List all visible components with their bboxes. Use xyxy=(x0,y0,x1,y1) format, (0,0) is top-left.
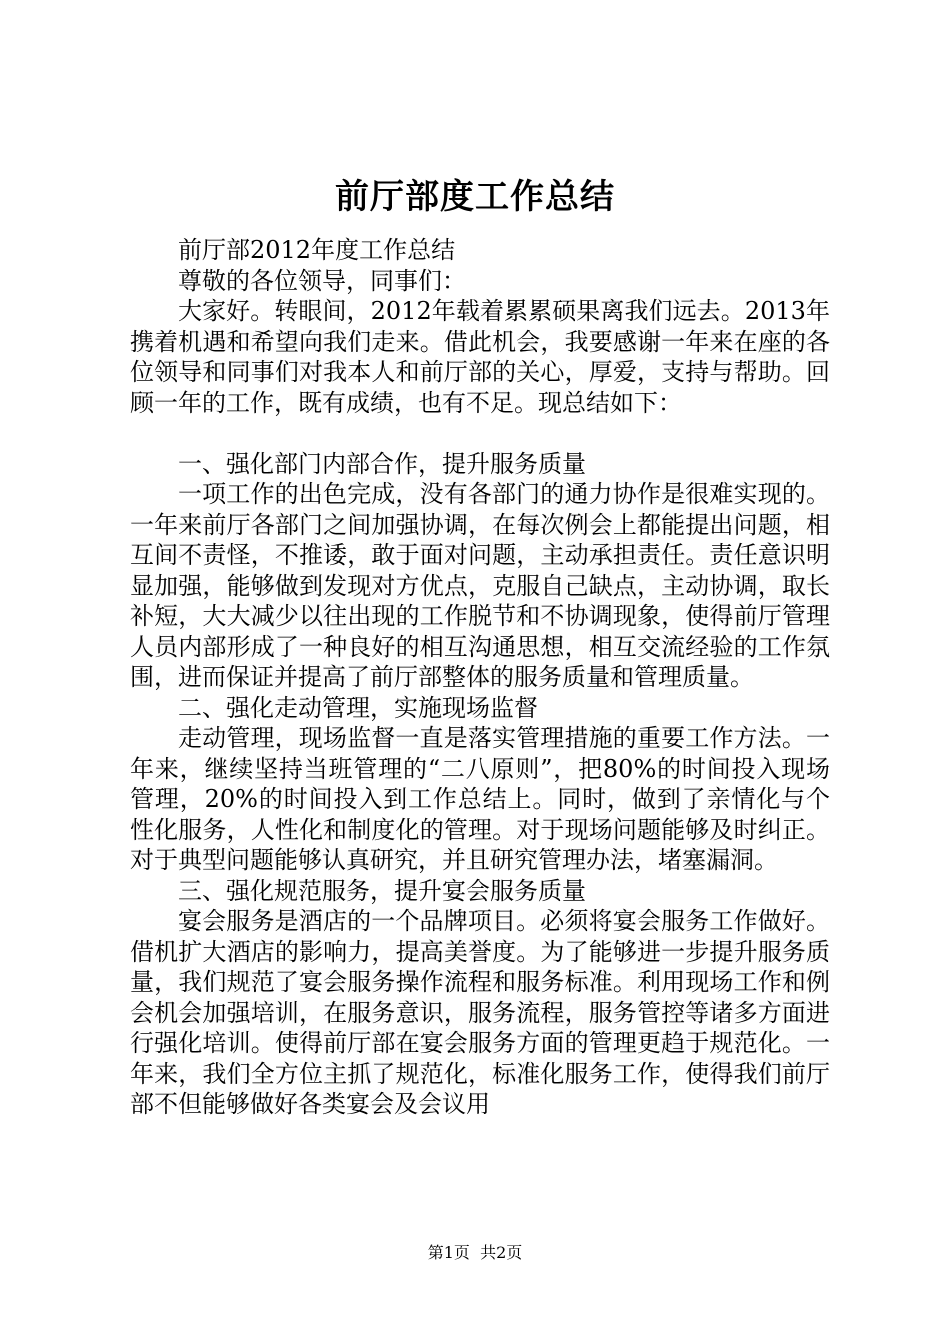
document-body xyxy=(130,235,830,1120)
section-body-3: 宴会服务是酒店的一个品牌项目。必须将宴会服务工作做好。借机扩大酒店的影响力，提高美誉度。为了能够进一步提升服务质量，我们规范了宴会服务操作流程和服务标准。利用现场工作和例会机会加强培训，在服务意识，服务流程，服务管控等诸多方面进行强化培训。使得前厅部在宴会服务方面的管理更趋于规范化。一年来，我们全方位主抓了规范化，标准化服务工作，使得我们前厅部不但能够做好各类宴会及会议用 xyxy=(130,907,830,1118)
page-total: 共2页 xyxy=(480,1243,523,1262)
page-number: 第1页 xyxy=(427,1243,470,1262)
document-title: 前厅部度工作总结 xyxy=(335,177,615,217)
subtitle-paragraph: 前厅部2012年度工作总结 xyxy=(178,236,456,264)
section-heading-2: 二、强化走动管理，实施现场监督 xyxy=(178,693,538,722)
section-heading-3: 三、强化规范服务，提升宴会服务质量 xyxy=(178,876,586,905)
intro-paragraph: 大家好。转眼间，2012年载着累累硕果离我们远去。2013年携着机遇和希望向我们走来。借此机会，我要感谢一年来在座的各位领导和同事们对我本人和前厅部的关心，厚爱，支持与帮助。回顾一年的工作，既有成绩，也有不足。现总结如下： xyxy=(130,297,830,417)
section-body-2: 走动管理，现场监督一直是落实管理措施的重要工作方法。一年来，继续坚持当班管理的“二八原则”，把80%的时间投入现场管理，20%的时间投入到工作总结上。同时，做到了亲情化与个性化服务，人性化和制度化的管理。对于现场问题能够及时纠正。对于典型问题能够认真研究，并且研究管理办法，堵塞漏洞。 xyxy=(130,724,830,874)
page-footer xyxy=(0,1245,950,1261)
section-body-1: 一项工作的出色完成，没有各部门的通力协作是很难实现的。一年来前厅各部门之间加强协调，在每次例会上都能提出问题，相互间不责怪，不推诿，敢于面对问题，主动承担责任。责任意识明显加强，能够做到发现对方优点，克服自己缺点，主动协调，取长补短，大大减少以往出现的工作脱节和不协调现象，使得前厅管理人员内部形成了一种良好的相互沟通思想，相互交流经验的工作氛围，进而保证并提高了前厅部整体的服务质量和管理质量。 xyxy=(130,480,830,691)
section-heading-1: 一、强化部门内部合作，提升服务质量 xyxy=(178,449,586,478)
salutation-paragraph: 尊敬的各位领导，同事们： xyxy=(178,266,466,295)
